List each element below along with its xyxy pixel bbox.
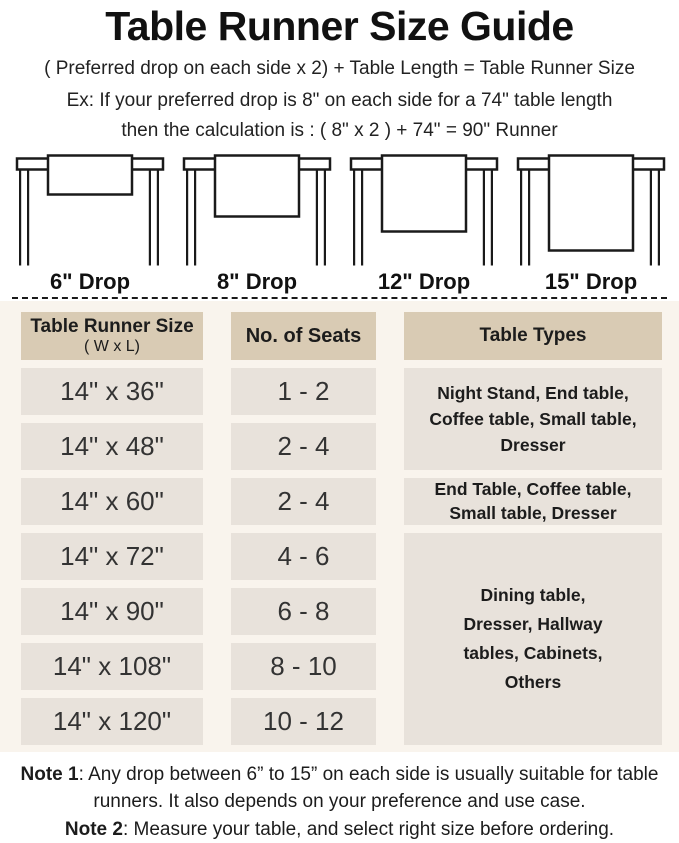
- seats-cell-4: 6 - 8: [231, 588, 376, 635]
- note-2-label: Note 2: [64, 819, 123, 841]
- table-runner-12-drop-icon: [349, 154, 499, 266]
- size-table: [21, 312, 679, 745]
- drop-label-8in: 8" Drop: [216, 269, 298, 294]
- table-types-group-0-text: Night Stand, End table, Coffee table, Small table, Dresser: [429, 382, 637, 456]
- size-table-section: [0, 301, 679, 752]
- table-types-group-2: [404, 533, 662, 745]
- seats-cell-3: 4 - 6: [231, 533, 376, 580]
- formula-example-line: Ex: If your preferred drop is 8" on each side for a 74" table length: [66, 90, 613, 111]
- note-1: [2, 761, 677, 815]
- page-title: Table Runner Size Guide: [105, 3, 574, 49]
- formula-line: ( Preferred drop on each side x 2) + Table Length = Table Runner Size: [44, 58, 635, 79]
- table-runner-15-drop-icon: [516, 154, 666, 266]
- note-1-text: : Any drop between 6” to 15” on each side is usually suitable for table runners. It also depends on your preference and use case.: [78, 764, 659, 813]
- note-1-label: Note 1: [20, 764, 79, 785]
- size-cell-0: 14" x 36": [21, 368, 203, 415]
- table-types-group-1-text: End Table, Coffee table, Small table, Dresser: [434, 478, 632, 523]
- size-cell-3: 14" x 72": [21, 533, 203, 580]
- seats-cell-1: 2 - 4: [231, 423, 376, 470]
- size-cell-4: 14" x 90": [21, 588, 203, 635]
- drop-figure-6in: [14, 154, 166, 295]
- seats-cell-2: 2 - 4: [231, 478, 376, 525]
- note-2: [2, 816, 677, 843]
- drop-illustrations: [0, 150, 679, 295]
- drop-figure-12in: [348, 154, 500, 295]
- seats-cell-5: 8 - 10: [231, 643, 376, 690]
- table-types-group-1: [404, 478, 662, 525]
- header-table-types: [404, 312, 662, 360]
- notes-section: [0, 752, 679, 843]
- drop-figure-8in: [181, 154, 333, 295]
- drop-figure-15in: [515, 154, 667, 295]
- size-cell-5: 14" x 108": [21, 643, 203, 690]
- table-runner-6-drop-icon: [15, 154, 165, 266]
- seats-cell-0: 1 - 2: [231, 368, 376, 415]
- size-guide-page: [0, 3, 679, 841]
- header-seats-label: No. of Seats: [245, 324, 362, 347]
- header-runner-size-sublabel: ( W x L): [84, 337, 140, 355]
- table-runner-8-drop-icon: [182, 154, 332, 266]
- header-runner-size-label: Table Runner Size: [30, 316, 194, 338]
- formula-calculation-line: then the calculation is : ( 8" x 2 ) + 74" = 90" Runner: [121, 120, 558, 141]
- drop-label-6in: 6" Drop: [49, 269, 131, 294]
- header-table-types-label: Table Types: [479, 325, 587, 347]
- size-cell-2: 14" x 60": [21, 478, 203, 525]
- header-runner-size: [21, 312, 203, 360]
- table-types-group-2-text: Dining table, Dresser, Hallway tables, Cabinets, Others: [463, 585, 603, 692]
- header-seats: [231, 312, 376, 360]
- size-cell-1: 14" x 48": [21, 423, 203, 470]
- drop-label-12in: 12" Drop: [377, 269, 471, 294]
- drop-label-15in: 15" Drop: [544, 269, 638, 294]
- dashed-divider: [12, 297, 667, 299]
- note-2-text: : Measure your table, and select right size before ordering.: [122, 819, 615, 841]
- size-cell-6: 14" x 120": [21, 698, 203, 745]
- seats-cell-6: 10 - 12: [231, 698, 376, 745]
- table-types-group-0: [404, 368, 662, 470]
